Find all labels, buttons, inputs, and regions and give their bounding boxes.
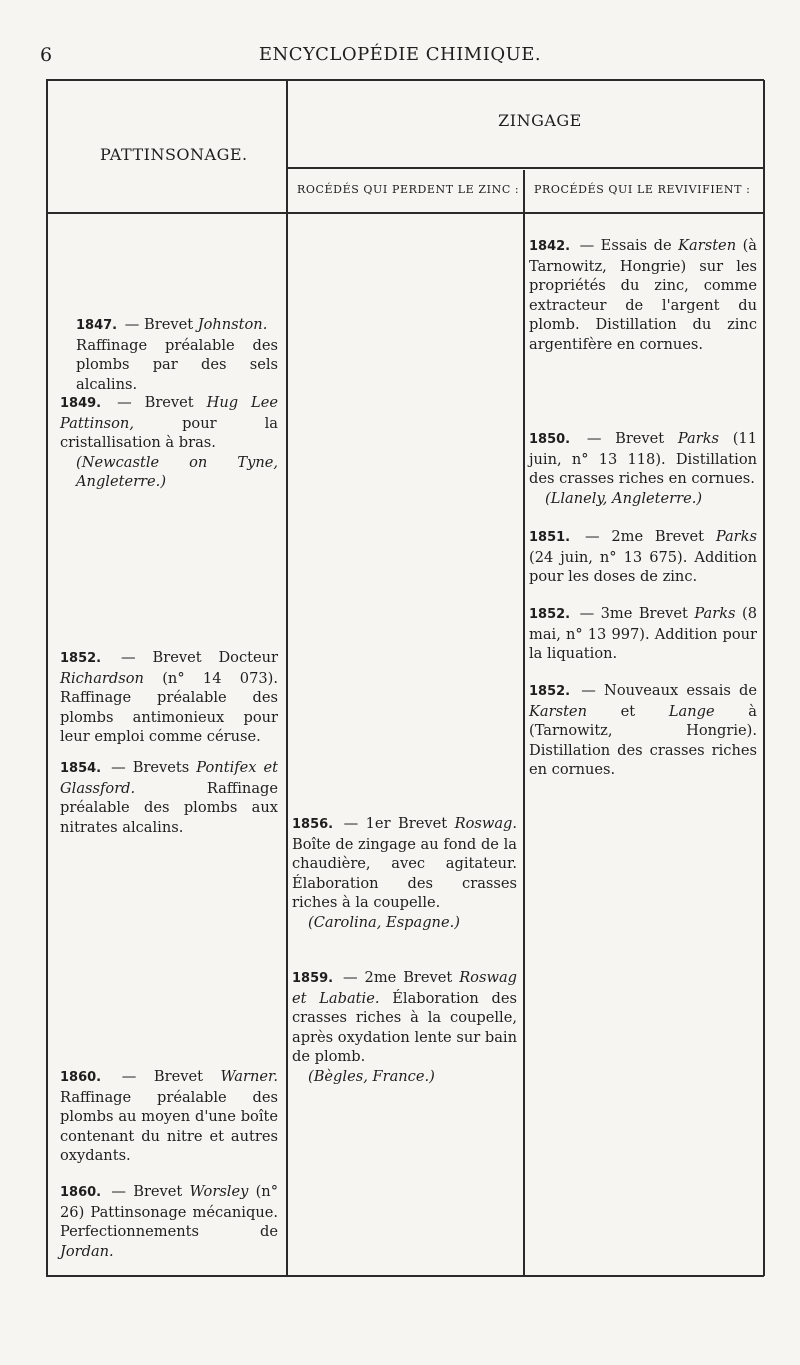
entry-description: Raffinage préalable des plombs aux nitrates alcalins. bbox=[60, 779, 278, 836]
entry-text: — Brevet Docteur bbox=[121, 649, 278, 666]
entry-year: 1851. bbox=[529, 530, 571, 545]
entry-name: Parks bbox=[715, 528, 757, 545]
entry-description: Élaboration des crasses riches à la coupelle, après oxydation lente sur bain de plomb. bbox=[292, 989, 518, 1066]
column-divider-right bbox=[523, 170, 525, 1276]
entry-description: Raffinage préalable des plombs au moyen d'une boîte contenant du nitre et autres oxydants. bbox=[60, 1088, 278, 1165]
entry-description: Pattinsonage mécanique. Perfectionnements de bbox=[60, 1203, 278, 1241]
entry-name: Richardson bbox=[60, 669, 144, 687]
entry-description: Addition pour la liquation. bbox=[529, 625, 757, 663]
entry-place: (Carolina, Espagne.) bbox=[308, 913, 460, 931]
entry-place: (Newcastle on Tyne, Angleterre.) bbox=[76, 453, 278, 491]
entry-text: — Brevet bbox=[121, 1068, 203, 1085]
middle-column-subtitle: ROCÉDÉS QUI PERDENT LE ZINC : bbox=[297, 183, 520, 196]
entry-text: — 2me Brevet bbox=[343, 969, 453, 986]
entry-description: Addition pour les doses de zinc. bbox=[529, 548, 758, 586]
entry-1842 bbox=[529, 236, 757, 355]
entry-number: (n° 26) bbox=[60, 1183, 278, 1221]
entry-description: pour la cristallisation à bras. bbox=[60, 414, 279, 452]
entry-text: — Essais de bbox=[579, 237, 672, 254]
entry-description: Raffinage préalable des plombs par des sels alcalins. bbox=[76, 336, 278, 393]
entry-1856 bbox=[292, 814, 517, 933]
entry-year: 1852. bbox=[529, 607, 571, 622]
entry-text: — 2me Brevet bbox=[584, 528, 704, 545]
entry-name: Hug Lee Pattinson, bbox=[60, 394, 278, 432]
entry-name: Karsten bbox=[678, 237, 737, 254]
entry-description: Boîte de zingage au fond de la chaudière, avec agitateur. Élaboration des crasses riches à la coupelle. bbox=[292, 835, 517, 912]
entry-text: — Brevet bbox=[124, 316, 194, 333]
entry-year: 1850. bbox=[529, 432, 571, 447]
left-column-title: PATTINSONAGE. bbox=[100, 145, 248, 164]
entry-description: Distillation des crasses riches en cornues. bbox=[529, 450, 758, 488]
entry-text: — Brevet bbox=[111, 1183, 183, 1200]
right-column-subtitle: PROCÉDÉS QUI LE REVIVIFIENT : bbox=[534, 183, 751, 196]
page-number: 6 bbox=[40, 44, 53, 66]
entry-year: 1852. bbox=[529, 684, 571, 699]
zinc-title-rule bbox=[286, 167, 764, 169]
entry-text: — 3me Brevet bbox=[579, 605, 688, 622]
zinc-column-title: ZINGAGE bbox=[498, 111, 582, 130]
entry-name: Roswag. bbox=[454, 815, 518, 832]
entry-1847 bbox=[60, 315, 278, 394]
entry-1850 bbox=[529, 429, 757, 508]
entry-name: Parks bbox=[677, 430, 720, 447]
entry-text: — Brevets bbox=[111, 759, 190, 776]
subhead-rule bbox=[46, 212, 764, 214]
table-left-rule bbox=[46, 80, 48, 1276]
entry-year: 1859. bbox=[292, 971, 334, 986]
entry-1852-karsten bbox=[529, 681, 757, 780]
entry-text: — Nouveaux essais de bbox=[581, 682, 757, 699]
entry-name: Pontifex et Glassford. bbox=[60, 759, 279, 797]
entry-name: Karsten bbox=[529, 702, 587, 720]
entry-name: Lange bbox=[668, 702, 715, 720]
entry-description: Raffinage préalable des plombs antimonieux pour leur emploi comme céruse. bbox=[60, 689, 278, 746]
entry-name: Roswag et Labatie. bbox=[292, 969, 517, 1007]
entry-year: 1842. bbox=[529, 239, 571, 254]
entry-number: (8 mai, n° 13 997). bbox=[529, 605, 757, 643]
entry-year: 1860. bbox=[60, 1185, 102, 1200]
entry-description: (à Tarnowitz, Hongrie) sur les propriétés du zinc, comme extracteur de l'argent du plomb. Distillation du zinc argentifère en cornues. bbox=[529, 237, 757, 353]
entry-name: Jordan. bbox=[60, 1242, 114, 1260]
entry-place: (Llanely, Angleterre.) bbox=[545, 489, 703, 507]
entry-1851 bbox=[529, 527, 757, 587]
entry-year: 1854. bbox=[60, 761, 102, 776]
entry-text: — Brevet bbox=[117, 394, 194, 411]
column-divider-left bbox=[286, 80, 288, 1276]
table-bottom-rule bbox=[46, 1275, 764, 1277]
table-top-rule bbox=[46, 79, 764, 81]
entry-year: 1847. bbox=[76, 318, 118, 333]
entry-1852-parks bbox=[529, 604, 757, 664]
entry-number: (11 juin, n° 13 118). bbox=[529, 430, 757, 468]
entry-1854 bbox=[60, 758, 278, 837]
entry-description: à (Tarnowitz, Hongrie). Distillation des crasses riches en cornues. bbox=[529, 702, 757, 779]
entry-year: 1849. bbox=[60, 396, 102, 411]
entry-1860-warner bbox=[60, 1067, 278, 1166]
entry-1860-worsley bbox=[60, 1182, 278, 1261]
running-head: ENCYCLOPÉDIE CHIMIQUE. bbox=[258, 44, 542, 65]
entry-year: 1860. bbox=[60, 1070, 102, 1085]
entry-year: 1856. bbox=[292, 817, 334, 832]
entry-name: Warner. bbox=[220, 1068, 278, 1085]
entry-year: 1852. bbox=[60, 651, 102, 666]
entry-1859 bbox=[292, 968, 517, 1087]
entry-number: (n° 14 073). bbox=[162, 669, 278, 687]
entry-place: (Bègles, France.) bbox=[308, 1067, 435, 1085]
entry-text: — 1er Brevet bbox=[343, 815, 448, 832]
entry-name: Worsley bbox=[189, 1183, 249, 1200]
entry-text: — Brevet bbox=[586, 430, 665, 447]
table-right-rule bbox=[763, 80, 765, 1276]
entry-number: (24 juin, n° 13 675). bbox=[529, 548, 688, 566]
entry-name: Johnston. bbox=[197, 316, 268, 333]
entry-1849 bbox=[60, 393, 278, 492]
entry-description: et bbox=[620, 702, 636, 720]
entry-1852-left bbox=[60, 648, 278, 747]
entry-name: Parks bbox=[694, 605, 736, 622]
